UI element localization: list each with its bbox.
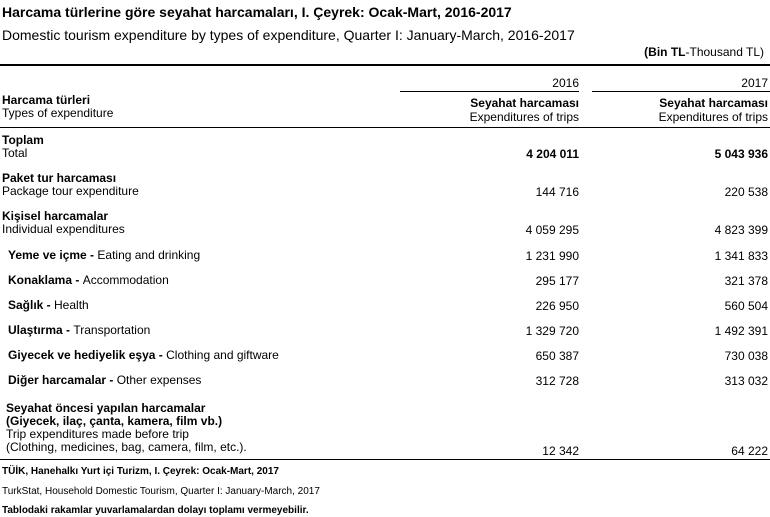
table-title-english: Domestic tourism expenditure by types of expenditure, Quarter I: January-March, 2016-2017 <box>2 27 575 43</box>
row-other-en: Other expenses <box>116 373 202 387</box>
unit-label-tr: (Bin TL <box>644 45 686 59</box>
row-total-en: Total <box>2 146 28 160</box>
col-header-2017-tr: Seyahat harcaması <box>659 96 768 110</box>
row-eating-label <box>8 249 200 262</box>
year-header-rule-2016 <box>400 91 579 92</box>
table-title-turkish: Harcama türlerine göre seyahat harcamaları, I. Çeyrek: Ocak-Mart, 2016-2017 <box>2 4 512 20</box>
row-pretrip-en1: Trip expenditures made before trip <box>6 427 189 441</box>
row-individual-2016: 4 059 295 <box>525 223 579 237</box>
row-transport-2017: 1 492 391 <box>714 324 768 338</box>
row-eating-tr: Yeme ve içme - <box>8 248 98 262</box>
row-individual-tr: Kişisel harcamalar <box>2 209 109 223</box>
row-clothing-2016: 650 387 <box>535 349 579 363</box>
row-pretrip-label <box>6 402 247 454</box>
row-clothing-tr: Giyecek ve hediyelik eşya - <box>8 348 167 362</box>
header-top-rule <box>0 64 770 66</box>
row-label-header-en: Types of expenditure <box>2 106 114 120</box>
table-bottom-rule <box>0 459 770 460</box>
row-eating-en: Eating and drinking <box>97 248 201 262</box>
row-clothing-label <box>8 349 279 362</box>
year-2016-header: 2016 <box>552 76 579 90</box>
row-health-label <box>8 299 89 312</box>
row-health-en: Health <box>54 298 89 312</box>
year-header-rule-2017 <box>592 91 770 92</box>
row-health-tr: Sağlık - <box>8 298 55 312</box>
row-eating-2017: 1 341 833 <box>714 249 768 263</box>
col-header-2016-en: Expenditures of trips <box>469 110 579 124</box>
row-pretrip-en2: (Clothing, medicines, bag, camera, film, etc.). <box>6 440 247 454</box>
source-note-turkish: TÜİK, Hanehalkı Yurt içi Turizm, I. Çeyrek: Ocak-Mart, 2017 <box>2 466 279 477</box>
row-other-tr: Diğer harcamalar - <box>8 373 117 387</box>
row-clothing-2017: 730 038 <box>724 349 768 363</box>
year-2017-header: 2017 <box>741 76 768 90</box>
unit-label <box>644 45 764 59</box>
row-total-2016: 4 204 011 <box>526 147 579 161</box>
row-other-label <box>8 374 201 387</box>
col-header-2017-en: Expenditures of trips <box>658 110 768 124</box>
row-transport-2016: 1 329 720 <box>525 324 579 338</box>
row-package-2017: 220 538 <box>724 185 768 199</box>
row-health-2016: 226 950 <box>535 299 579 313</box>
row-other-2017: 313 032 <box>724 374 768 388</box>
row-package-label <box>2 172 139 198</box>
row-package-tr: Paket tur harcaması <box>2 171 117 185</box>
row-accommodation-tr: Konaklama - <box>8 273 83 287</box>
col-header-2016 <box>470 96 579 124</box>
col-header-2017 <box>659 96 768 124</box>
row-label-header <box>2 94 113 120</box>
row-health-2017: 560 504 <box>724 299 768 313</box>
row-accommodation-en: Accommodation <box>82 273 169 287</box>
row-other-2016: 312 728 <box>535 374 579 388</box>
row-pretrip-2016: 12 342 <box>542 444 579 458</box>
row-total-label <box>2 134 44 160</box>
row-eating-2016: 1 231 990 <box>525 249 579 263</box>
row-label-header-tr: Harcama türleri <box>2 93 91 107</box>
rounding-note: Tablodaki rakamlar yuvarlamalardan dolayı toplamı vermeyebilir. <box>2 505 309 516</box>
unit-label-en: -Thousand TL) <box>685 45 764 59</box>
row-transport-tr: Ulaştırma - <box>8 323 74 337</box>
row-pretrip-tr1: Seyahat öncesi yapılan harcamalar <box>6 401 206 415</box>
row-pretrip-2017: 64 222 <box>731 444 768 458</box>
row-accommodation-2016: 295 177 <box>535 274 579 288</box>
row-transport-en: Transportation <box>73 323 151 337</box>
row-pretrip-tr2: (Giyecek, ilaç, çanta, kamera, film vb.) <box>6 414 223 428</box>
row-total-2017: 5 043 936 <box>714 147 768 161</box>
row-individual-label <box>2 210 125 236</box>
row-total-tr: Toplam <box>2 133 44 147</box>
row-package-2016: 144 716 <box>535 185 579 199</box>
row-accommodation-2017: 321 378 <box>724 274 768 288</box>
header-bottom-rule <box>0 127 770 128</box>
row-clothing-en: Clothing and giftware <box>166 348 279 362</box>
row-individual-2017: 4 823 399 <box>714 223 768 237</box>
row-transport-label <box>8 324 150 337</box>
row-accommodation-label <box>8 274 169 287</box>
source-note-english: TurkStat, Household Domestic Tourism, Quarter I: January-March, 2017 <box>2 486 320 497</box>
col-header-2016-tr: Seyahat harcaması <box>470 96 579 110</box>
row-package-en: Package tour expenditure <box>2 184 139 198</box>
row-individual-en: Individual expenditures <box>2 222 125 236</box>
